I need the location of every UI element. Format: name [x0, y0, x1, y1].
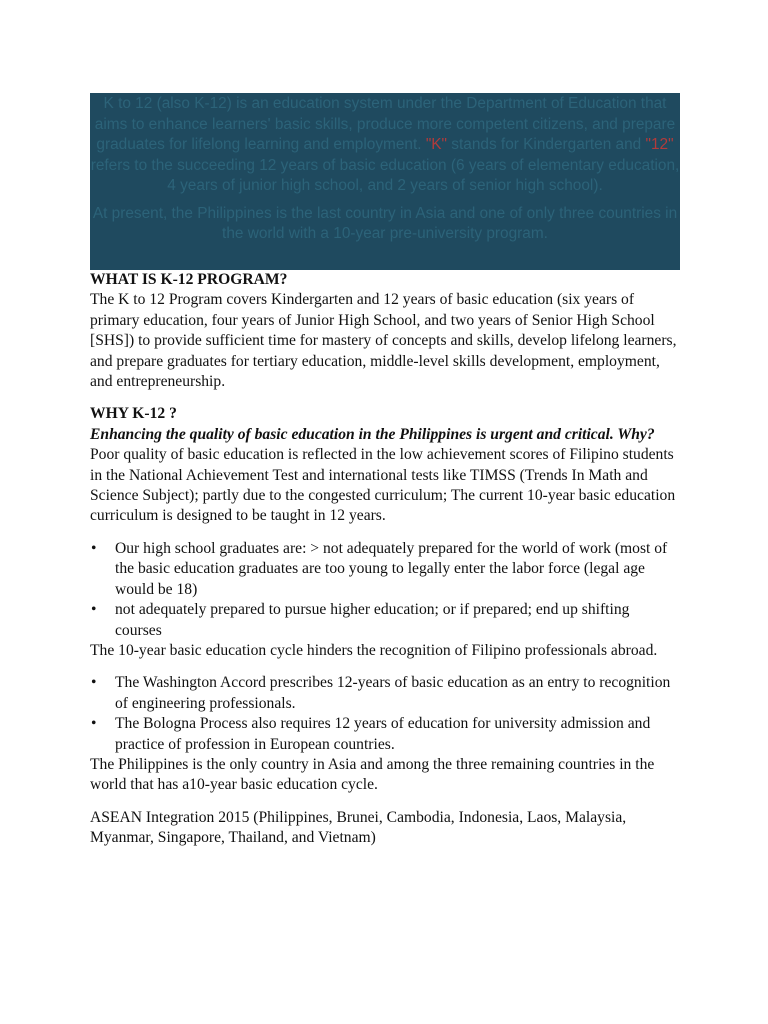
document-page: [90, 93, 680, 849]
intro-highlight-k: "K": [425, 136, 448, 153]
intro-box: [90, 93, 680, 270]
paragraph-program-overview: The K to 12 Program covers Kindergarten and 12 years of basic education (six years of primary education, four years of Junior High School, and two years of Senior High School [SHS]) to provide sufficient time for mastery of concepts and skills, develop lifelong learners, and prepare graduates for tertiary education, middle-level skills development, employment, and entrepreneurship.: [90, 291, 677, 391]
intro-paragraph-1: [90, 94, 680, 197]
list-item: [90, 539, 680, 600]
intro-text-a: K to 12 (also K-12) is an education system under the Department of Education that aims to enhance learners' basic skills, produce more competent citizens, and prepare graduates for lifelong learning and employment.: [94, 95, 676, 153]
intro-text-b: stands for Kindergarten and: [447, 136, 646, 153]
list-item-text: Our high school graduates are: > not adequately prepared for the world of work (most of the basic education graduates are too young to legally enter the labor force (legal age would be 18): [115, 539, 668, 598]
paragraph-poor-quality: Poor quality of basic education is reflected in the low achievement scores of Filipino students in the National Achievement Test and international tests like TIMSS (Trends In Math and Science Subject); partly due to the congested curriculum; The current 10-year basic education curriculum is designed to be taught in 12 years.: [90, 446, 676, 525]
bullet-list-graduates: [90, 539, 680, 641]
intro-paragraph-2: At present, the Philippines is the last country in Asia and one of only three countries in the world with a 10-year pre-university program.: [92, 204, 678, 242]
list-item: [90, 600, 680, 641]
paragraph-recognition: The 10-year basic education cycle hinders the recognition of Filipino professionals abroad.: [90, 641, 658, 659]
heading-why-k12: WHY K-12 ?: [90, 405, 177, 423]
bullet-icon: •: [91, 601, 97, 619]
spacer: [90, 796, 680, 808]
heading-what-is-k12: WHAT IS K-12 PROGRAM?: [90, 271, 288, 288]
list-item-text: The Bologna Process also requires 12 years of education for university admission and practice of profession in European countries.: [115, 715, 651, 753]
intro-highlight-12: "12": [645, 136, 674, 153]
paragraph-only-country: The Philippines is the only country in Asia and among the three remaining countries in the world that has a10-year basic education cycle.: [90, 755, 655, 794]
bullet-icon: •: [91, 674, 97, 692]
subheading-urgent: Enhancing the quality of basic education in the Philippines is urgent and critical. Why?: [90, 425, 655, 443]
paragraph-asean: ASEAN Integration 2015 (Philippines, Brunei, Cambodia, Indonesia, Laos, Malaysia, Myanmar, Singapore, Thailand, and Vietnam): [90, 808, 627, 847]
list-item-text: not adequately prepared to pursue higher education; or if prepared; end up shifting courses: [115, 601, 630, 639]
intro-text-c: refers to the succeeding 12 years of basic education (6 years of elementary education, 4 years of junior high school, and 2 years of senior high school).: [90, 156, 680, 194]
document-body: [90, 270, 680, 849]
list-item: [90, 673, 680, 714]
bullet-icon: •: [91, 539, 97, 557]
spacer: [90, 392, 680, 404]
bullet-list-accords: [90, 673, 680, 755]
list-item: [90, 714, 680, 755]
bullet-icon: •: [91, 715, 97, 733]
list-item-text: The Washington Accord prescribes 12-years of basic education as an entry to recognition of engineering professionals.: [115, 674, 671, 712]
